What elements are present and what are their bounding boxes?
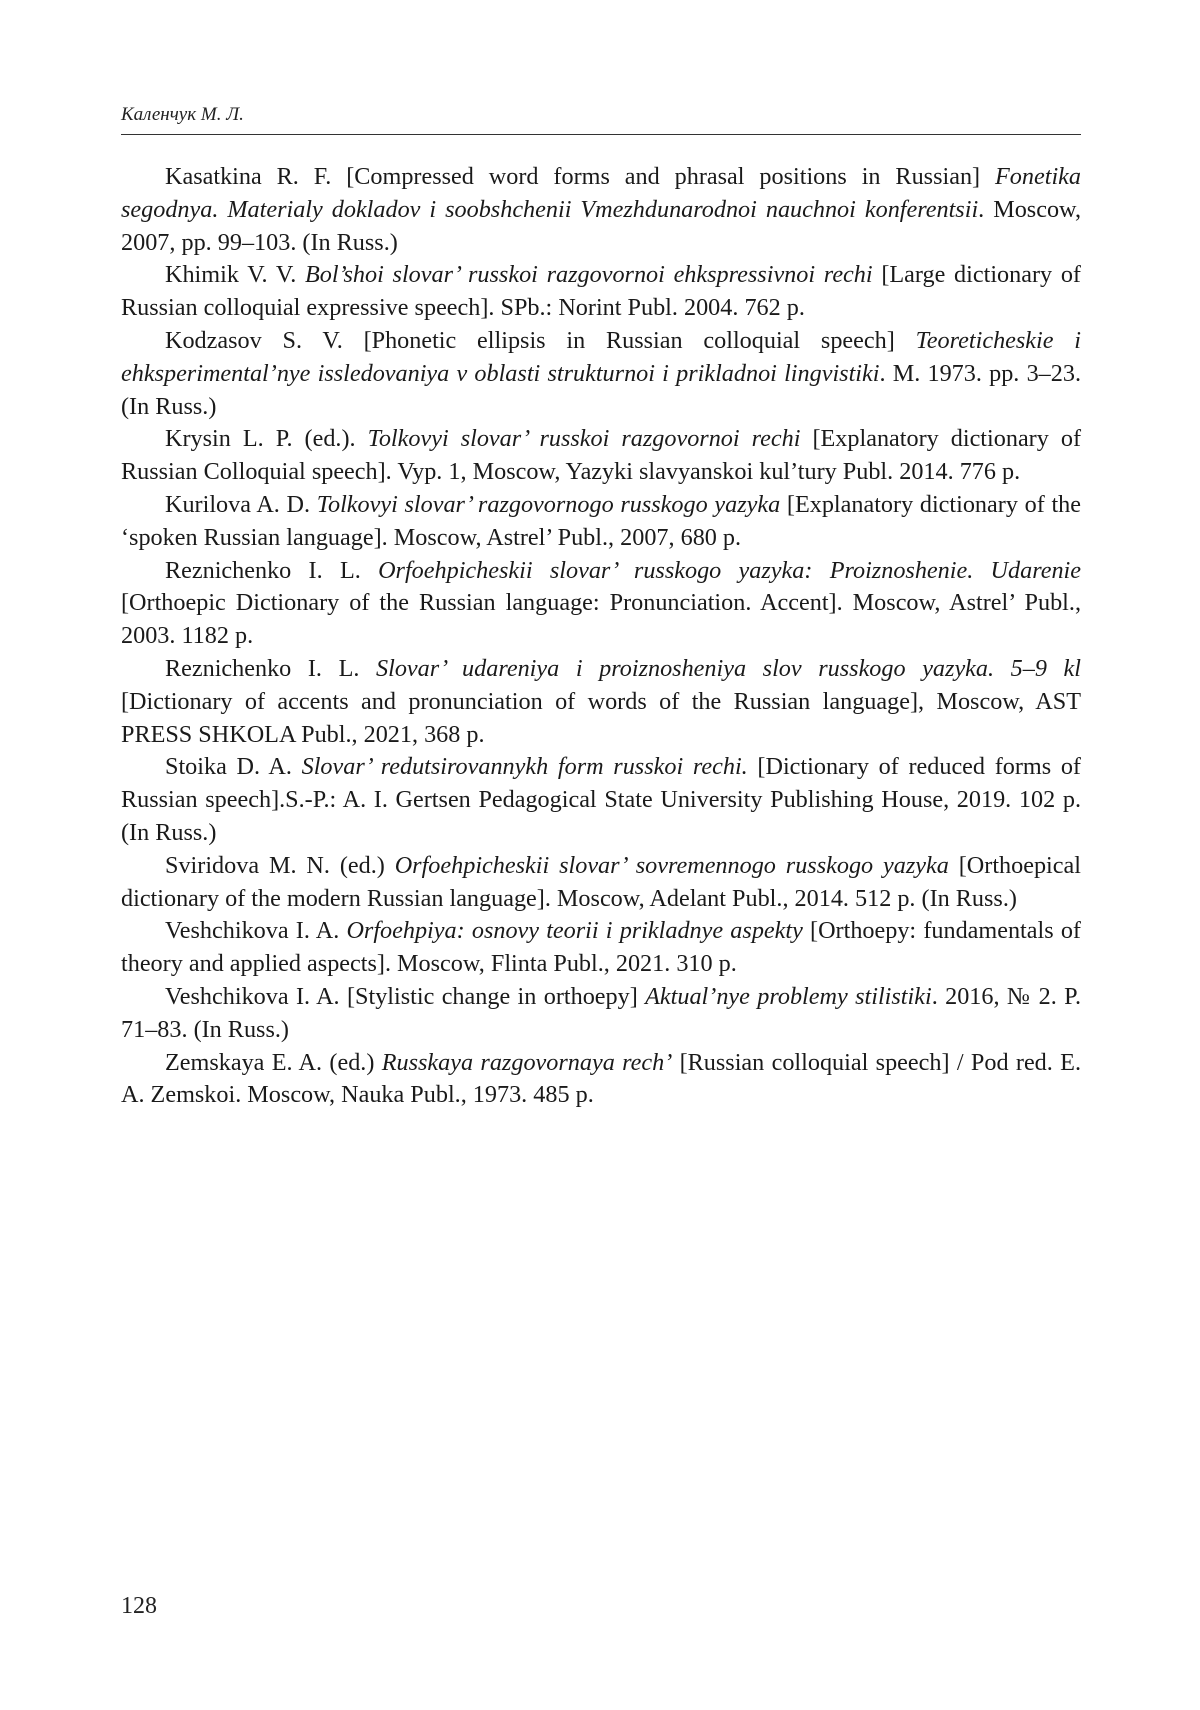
reference-entry: Kurilova A. D. Tolkovyi slovar’ razgovornogo russkogo yazyka [Explanatory dictionary of the ‘spoken Russian language]. Moscow, Astrel’ Publ., 2007, 680 p. [121,490,1081,551]
reference-entry: Kasatkina R. F. [Compressed word forms and phrasal positions in Russian] Fonetika segodnya. Materialy dokladov i soobshchenii Vmezhdunarodnoi nauchnoi konferentsii. Moscow, 2007, pp. 99–103. (In Russ.) [121,163,1081,256]
reference-entry: Sviridova M. N. (ed.) Orfoehpicheskii slovar’ sovremennogo russkogo yazyka [Orthoepical dictionary of the modern Russian language]. Moscow, Adelant Publ., 2014. 512 p. (In Russ.) [121,851,1081,912]
reference-entry: Khimik V. V. Bol’shoi slovar’ russkoi razgovornoi ehkspressivnoi rechi [Large dictionary of Russian colloquial expressive speech]. SPb.: Norint Publ. 2004. 762 p. [121,261,1081,322]
reference-entry: Zemskaya E. A. (ed.) Russkaya razgovornaya rech’ [Russian colloquial speech] / Pod red. E. A. Zemskoi. Moscow, Nauka Publ., 1973. 485 p. [121,1048,1081,1109]
reference-entry: Veshchikova I. A. [Stylistic change in orthoepy] Aktual’nye problemy stilistiki. 2016, № 2. P. 71–83. (In Russ.) [121,982,1081,1043]
reference-entry: Kodzasov S. V. [Phonetic ellipsis in Russian colloquial speech] Teoreticheskie i ehksperimental’nye issledovaniya v oblasti strukturnoi i prikladnoi lingvistiki. M. 1973. pp. 3–23. (In Russ.) [121,326,1082,420]
reference-entry: Reznichenko I. L. Slovar’ udareniya i proiznosheniya slov russkogo yazyka. 5–9 kl [Dictionary of accents and pronunciation of words of the Russian language], Moscow, AST PRESS SHKOLA Publ., 2021, 368 p. [121,654,1082,748]
reference-entry: Veshchikova I. A. Orfoehpiya: osnovy teorii i prikladnye aspekty [Orthoepy: fundamentals of theory and applied aspects]. Moscow, Flinta Publ., 2021. 310 p. [121,917,1081,978]
reference-list [121,161,1081,1112]
running-header: Каленчук М. Л. [121,104,244,125]
reference-entry: Krysin L. P. (ed.). Tolkovyi slovar’ russkoi razgovornoi rechi [Explanatory dictionary of Russian Colloquial speech]. Vyp. 1, Moscow, Yazyki slavyanskoi kul’tury Publ. 2014. 776 p. [121,425,1081,486]
reference-entry: Stoika D. A. Slovar’ redutsirovannykh form russkoi rechi. [Dictionary of reduced forms of Russian speech].S.-P.: A. I. Gertsen Pedagogical State University Publishing House, 2019. 102 p. (In Russ.) [121,753,1081,846]
header-rule [121,134,1081,135]
page-number: 128 [121,1593,157,1619]
reference-entry: Reznichenko I. L. Orfoehpicheskii slovar’ russkogo yazyka: Proiznoshenie. Udarenie [Orthoepic Dictionary of the Russian language: Pronunciation. Accent]. Moscow, Astrel’ Publ., 2003. 1182 p. [121,556,1081,650]
